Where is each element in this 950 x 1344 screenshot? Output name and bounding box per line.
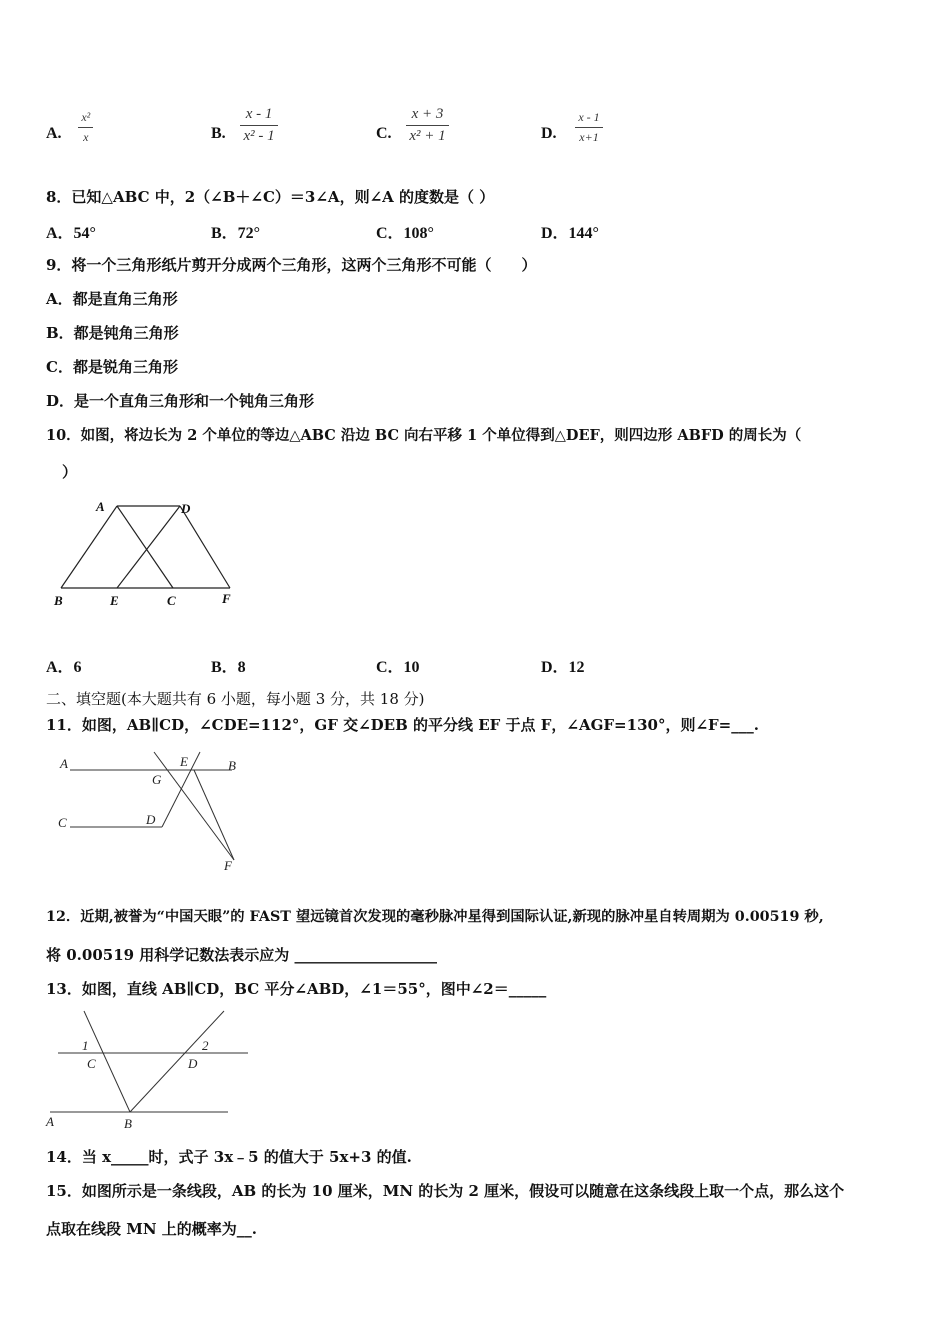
- fraction: [240, 106, 277, 145]
- q12-line1: 12．近期,被誉为“中国天眼”的 FAST 望远镜首次发现的毫秒脉冲星得到国际认证,新现的脉冲星自转周期为 0.00519 秒,: [46, 909, 824, 925]
- q9-option-b: B．都是钝角三角形: [46, 324, 179, 342]
- numerator: x - 1: [245, 106, 273, 122]
- q9-option-c: C．都是锐角三角形: [46, 358, 178, 376]
- line-ef: [194, 770, 234, 860]
- point-label-c: C: [167, 593, 176, 608]
- point-label-c: C: [58, 815, 67, 830]
- point-label-g: G: [152, 772, 162, 787]
- point-label-e: E: [110, 593, 119, 608]
- q8-stem: 8．已知△ABC 中，2（∠B＋∠C）＝3∠A，则∠A 的度数是（ ）: [46, 188, 495, 206]
- point-label-a: A: [60, 756, 68, 771]
- q7-option-a: [46, 110, 93, 145]
- point-label-f: F: [224, 858, 232, 873]
- section-heading: 二、填空题(本大题共有 6 小题，每小题 3 分，共 18 分): [46, 690, 425, 708]
- point-label-b: B: [124, 1116, 132, 1131]
- q10-stem-end: ）: [62, 463, 78, 481]
- option-label: B.: [211, 124, 226, 142]
- q10-option-d: D．12: [541, 659, 585, 676]
- segment-df: [180, 506, 230, 588]
- point-label-e: E: [180, 754, 188, 769]
- denominator: x+1: [575, 127, 602, 145]
- q14-stem: 14．当 x_____时，式子 3x﹣5 的值大于 5x+3 的值.: [46, 1148, 412, 1166]
- q7-option-b: [211, 106, 278, 145]
- q8-option-c: C．108°: [376, 225, 434, 242]
- fraction: [406, 106, 448, 145]
- q13-figure: [40, 1008, 255, 1133]
- denominator: x: [78, 127, 93, 145]
- q15-line2: 点取在线段 MN 上的概率为__.: [46, 1220, 257, 1238]
- q11-stem: 11．如图，AB∥CD，∠CDE=112°，GF 交∠DEB 的平分线 EF 于点 F，∠AGF=130°，则∠F=___.: [46, 716, 759, 734]
- numerator: x - 1: [578, 110, 600, 124]
- fraction: [78, 110, 93, 145]
- q11-figure: [52, 748, 262, 878]
- numerator: x + 3: [411, 106, 444, 122]
- q7-option-c: [376, 106, 449, 145]
- q8-option-b: B．72°: [211, 225, 261, 242]
- segment-ab: [61, 506, 117, 588]
- point-label-b: B: [228, 758, 236, 773]
- point-label-a: A: [46, 1114, 54, 1129]
- angle-label-2: 2: [202, 1038, 209, 1053]
- denominator: x² + 1: [406, 125, 448, 145]
- q10-figure: [50, 495, 250, 610]
- q10-option-c: C．10: [376, 659, 420, 676]
- point-label-a: A: [96, 499, 105, 514]
- q15-line1: 15．如图所示是一条线段，AB 的长为 10 厘米，MN 的长为 2 厘米，假设可以随意在这条线段上取一个点，那么这个: [46, 1182, 845, 1200]
- q10-stem: 10．如图，将边长为 2 个单位的等边△ABC 沿边 BC 向右平移 1 个单位得到△DEF，则四边形 ABFD 的周长为（: [46, 427, 802, 444]
- point-label-f: F: [222, 591, 231, 606]
- option-label: A.: [46, 124, 62, 142]
- denominator: x² - 1: [240, 125, 277, 145]
- q10-option-a: A．6: [46, 659, 82, 676]
- segment-ac: [117, 506, 173, 588]
- q9-option-a: A．都是直角三角形: [46, 290, 178, 308]
- point-label-d: D: [146, 812, 156, 827]
- point-label-d: D: [181, 501, 191, 516]
- q8-option-a: A．54°: [46, 225, 96, 242]
- point-label-d: D: [188, 1056, 198, 1071]
- q12-line2: 将 0.00519 用科学记数法表示应为 ___________________: [46, 946, 438, 964]
- option-label: D.: [541, 124, 557, 142]
- q9-stem: 9．将一个三角形纸片剪开分成两个三角形，这两个三角形不可能（ ）: [46, 256, 537, 274]
- line-bd: [130, 1011, 224, 1112]
- segment-de: [117, 506, 180, 588]
- option-label: C.: [376, 124, 392, 142]
- q9-option-d: D．是一个直角三角形和一个钝角三角形: [46, 392, 315, 410]
- q7-option-d: [541, 110, 603, 145]
- q13-stem: 13．如图，直线 AB∥CD，BC 平分∠ABD，∠1＝55°，图中∠2＝_____: [46, 980, 547, 998]
- q10-option-b: B．8: [211, 659, 246, 676]
- q8-option-d: D．144°: [541, 225, 599, 242]
- fraction: [575, 110, 602, 145]
- numerator: x²: [81, 110, 91, 124]
- line-gf: [154, 752, 234, 860]
- angle-label-1: 1: [82, 1038, 89, 1053]
- point-label-b: B: [54, 593, 63, 608]
- point-label-c: C: [87, 1056, 96, 1071]
